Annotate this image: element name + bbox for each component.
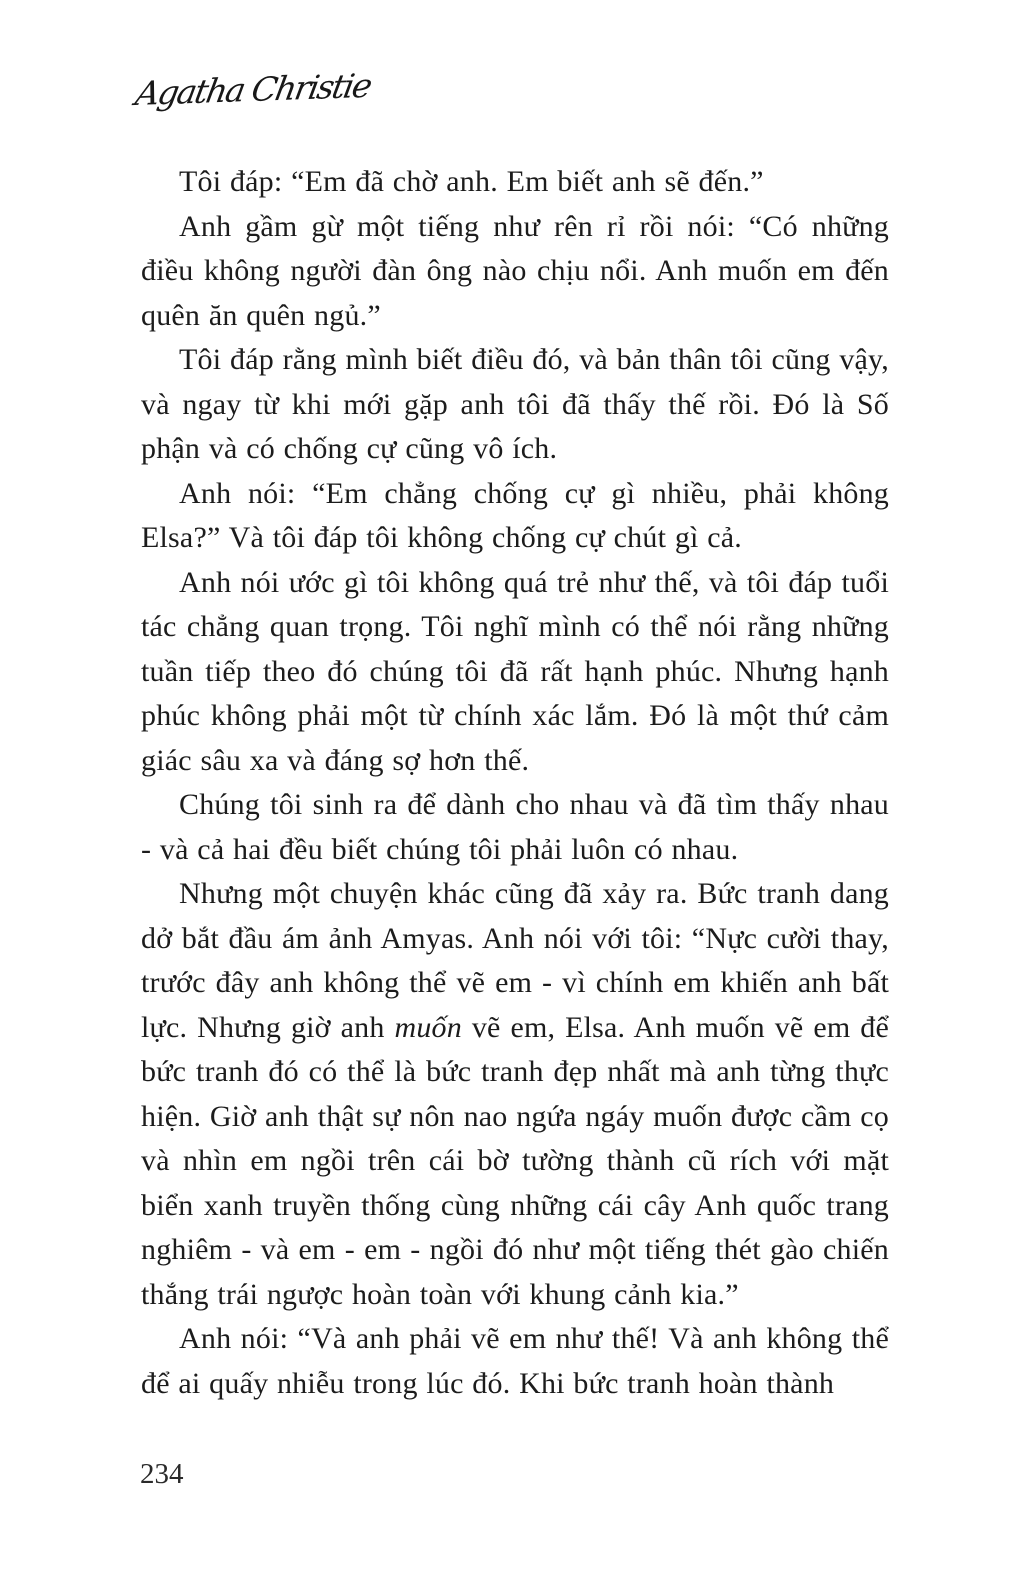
paragraph: [141, 783, 889, 872]
body-text: vẽ em, Elsa. Anh muốn vẽ em để bức tranh đó có thể là bức tranh đẹp nhất mà anh từng thực hiện. Giờ anh thật sự nôn nao ngứa ngáy muốn được cầm cọ và nhìn em ngồi trên cái bờ tường thành cũ rích với mặt biển xanh truyền thống cùng những cái cây Anh quốc trang nghiêm - và em - em - ngồi đó như một tiếng thét gào chiến thắng trái ngược hoàn toàn với khung cảnh kia.”: [141, 1010, 889, 1311]
page-number: 234: [140, 1458, 184, 1490]
body-text: Anh nói ước gì tôi không quá trẻ như thế, và tôi đáp tuổi tác chẳng quan trọng. Tôi nghĩ mình có thể nói rằng những tuần tiếp theo đó chúng tôi đã rất hạnh phúc. Nhưng hạnh phúc không phải một từ chính xác lắm. Đó là một thứ cảm giác sâu xa và đáng sợ hơn thế.: [141, 565, 889, 777]
paragraph: [141, 160, 889, 205]
paragraph: [141, 1317, 889, 1406]
paragraph: [141, 472, 889, 561]
emphasized-text: muốn: [394, 1010, 462, 1044]
body-text: Anh gầm gừ một tiếng như rên rỉ rồi nói: “Có những điều không người đàn ông nào chịu nổi. Anh muốn em đến quên ăn quên ngủ.”: [141, 209, 889, 332]
body-text: Anh nói: “Và anh phải vẽ em như thế! Và anh không thể để ai quấy nhiễu trong lúc đó. Khi bức tranh hoàn thành: [141, 1322, 889, 1400]
body-text: Chúng tôi sinh ra để dành cho nhau và đã tìm thấy nhau - và cả hai đều biết chúng tôi phải luôn có nhau.: [141, 788, 889, 866]
paragraph: [141, 205, 889, 339]
body-text: Tôi đáp rằng mình biết điều đó, và bản thân tôi cũng vậy, và ngay từ khi mới gặp anh tôi đã thấy thế rồi. Đó là Số phận và có chống cự cũng vô ích.: [141, 343, 889, 465]
paragraph: [141, 561, 889, 784]
paragraph: [141, 872, 889, 1317]
agatha-christie-signature-logo: Agatha Christie: [132, 65, 374, 113]
paragraph: [141, 338, 889, 472]
body-text: Anh nói: “Em chẳng chống cự gì nhiều, phải không Elsa?” Và tôi đáp tôi không chống cự chút gì cả.: [141, 476, 889, 554]
body-text: Tôi đáp: “Em đã chờ anh. Em biết anh sẽ đến.”: [179, 165, 764, 198]
body-text: Nhưng một chuyện khác cũng đã xảy ra. Bức tranh dang dở bắt đầu ám ảnh Amyas. Anh nói với tôi: “Nực cười thay, trước đây anh không thể vẽ em - vì chính em khiến anh bất lực. Nhưng giờ anh: [141, 877, 889, 1044]
page-text: [141, 160, 889, 1406]
